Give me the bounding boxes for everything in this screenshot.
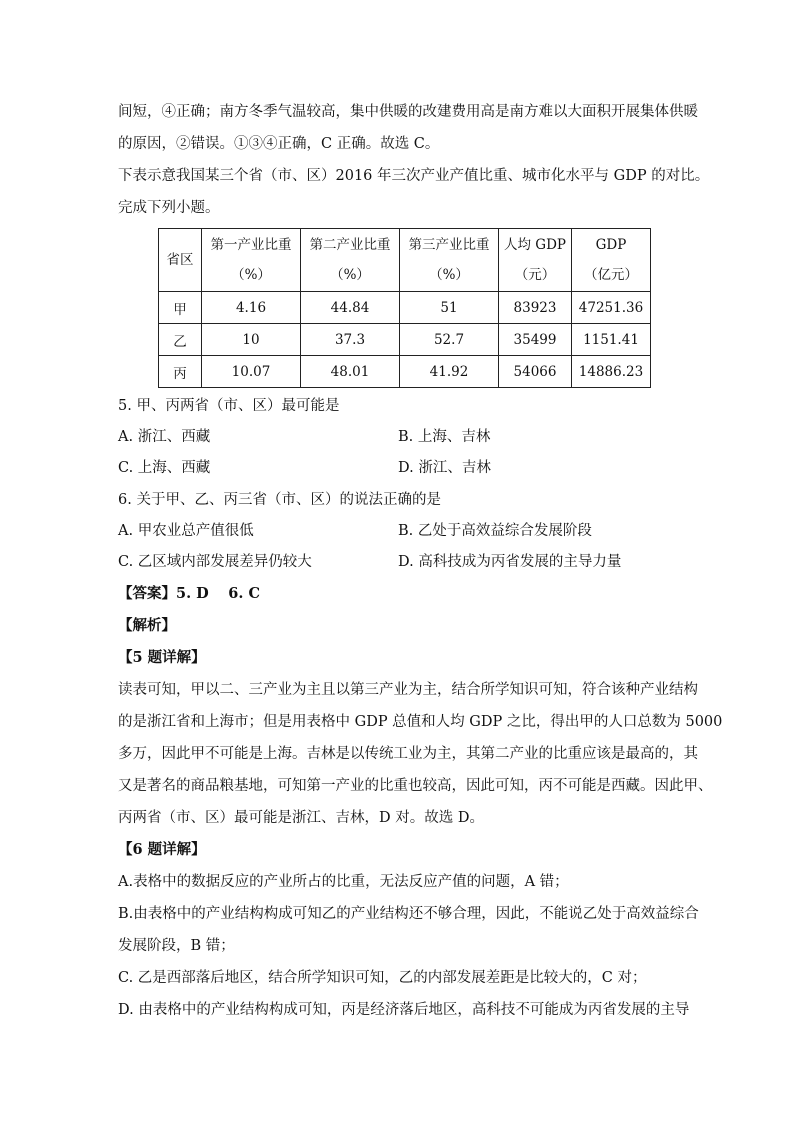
question-6-options-cd [118, 547, 678, 578]
table-cell: 47251.36 [572, 292, 651, 324]
table-cell: 44.84 [301, 292, 400, 324]
question-5-options-ab [118, 422, 678, 453]
table-cell: 10 [202, 324, 301, 356]
header-province: 省区 [159, 229, 202, 292]
question-6-stem: 6. 关于甲、乙、丙三省（市、区）的说法正确的是 [118, 492, 441, 508]
table-cell: 乙 [159, 324, 202, 356]
table-cell: 37.3 [301, 324, 400, 356]
q6-option-b: B. 乙处于高效益综合发展阶段 [398, 523, 592, 539]
table-cell: 14886.23 [572, 356, 651, 388]
intro-line-4: 完成下列小题。 [118, 200, 220, 216]
table-cell: 10.07 [202, 356, 301, 388]
industry-table [158, 228, 651, 388]
header-gdp: GDP （亿元） [572, 229, 651, 292]
header-primary: 第一产业比重 （%） [202, 229, 301, 292]
table-cell: 丙 [159, 356, 202, 388]
table-cell: 1151.41 [572, 324, 651, 356]
q6-detail-label: 【6 题详解】 [118, 841, 206, 858]
table-cell: 35499 [499, 324, 572, 356]
q6-detail-line: D. 由表格中的产业结构构成可知，丙是经济落后地区，高科技不可能成为丙省发展的主导 [118, 1002, 690, 1018]
table-cell: 甲 [159, 292, 202, 324]
document-page [118, 96, 723, 1026]
table-row [159, 324, 651, 356]
q6-detail-line: C. 乙是西部落后地区，结合所学知识可知，乙的内部发展差距是比较大的，C 对； [118, 970, 647, 986]
q6-detail-line: 发展阶段，B 错； [118, 938, 235, 954]
answer-line: 【答案】5. D 6. C [118, 585, 261, 602]
question-5-stem: 5. 甲、丙两省（市、区）最可能是 [118, 398, 340, 414]
table-cell: 51 [400, 292, 499, 324]
intro-line-3: 下表示意我国某三个省（市、区）2016 年三次产业产值比重、城市化水平与 GDP 的对比。 [118, 168, 710, 184]
table-row [159, 292, 651, 324]
q5-detail-label: 【5 题详解】 [118, 649, 206, 666]
q6-option-c: C. 乙区域内部发展差异仍较大 [118, 554, 312, 570]
table-header-row [159, 229, 651, 292]
question-5-options-cd [118, 453, 678, 484]
q5-option-c: C. 上海、西藏 [118, 460, 211, 476]
table-cell: 54066 [499, 356, 572, 388]
q5-detail-line: 的是浙江省和上海市；但是用表格中 GDP 总值和人均 GDP 之比，得出甲的人口总数为 5000 [118, 714, 723, 730]
q5-detail-line: 丙两省（市、区）最可能是浙江、吉林，D 对。故选 D。 [118, 810, 484, 826]
table-cell: 83923 [499, 292, 572, 324]
intro-line-2: 的原因，②错误。①③④正确，C 正确。故选 C。 [118, 136, 440, 152]
table-cell: 52.7 [400, 324, 499, 356]
table-row [159, 356, 651, 388]
analysis-label: 【解析】 [118, 617, 176, 634]
q5-detail-line: 又是著名的商品粮基地，可知第一产业的比重也较高，因此可知，丙不可能是西藏。因此甲、 [118, 778, 713, 794]
intro-line-1: 间短，④正确；南方冬季气温较高，集中供暖的改建费用高是南方难以大面积开展集体供暖 [118, 104, 698, 120]
q6-option-a: A. 甲农业总产值很低 [118, 523, 254, 539]
q5-option-d: D. 浙江、吉林 [398, 460, 491, 476]
table-cell: 48.01 [301, 356, 400, 388]
header-secondary: 第二产业比重 （%） [301, 229, 400, 292]
q5-detail-line: 多万，因此甲不可能是上海。吉林是以传统工业为主，其第二产业的比重应该是最高的，其 [118, 746, 698, 762]
header-gdp-per-capita: 人均 GDP （元） [499, 229, 572, 292]
q5-option-b: B. 上海、吉林 [398, 429, 491, 445]
question-6-options-ab [118, 516, 678, 547]
header-tertiary: 第三产业比重 （%） [400, 229, 499, 292]
table-cell: 4.16 [202, 292, 301, 324]
q6-option-d: D. 高科技成为丙省发展的主导力量 [398, 554, 622, 570]
q5-detail-line: 读表可知，甲以二、三产业为主且以第三产业为主，结合所学知识可知，符合该种产业结构 [118, 682, 698, 698]
q6-detail-line: A.表格中的数据反应的产业所占的比重，无法反应产值的问题，A 错； [118, 874, 569, 890]
table-cell: 41.92 [400, 356, 499, 388]
q5-option-a: A. 浙江、西藏 [118, 429, 211, 445]
q6-detail-line: B.由表格中的产业结构构成可知乙的产业结构还不够合理，因此，不能说乙处于高效益综合 [118, 906, 699, 922]
